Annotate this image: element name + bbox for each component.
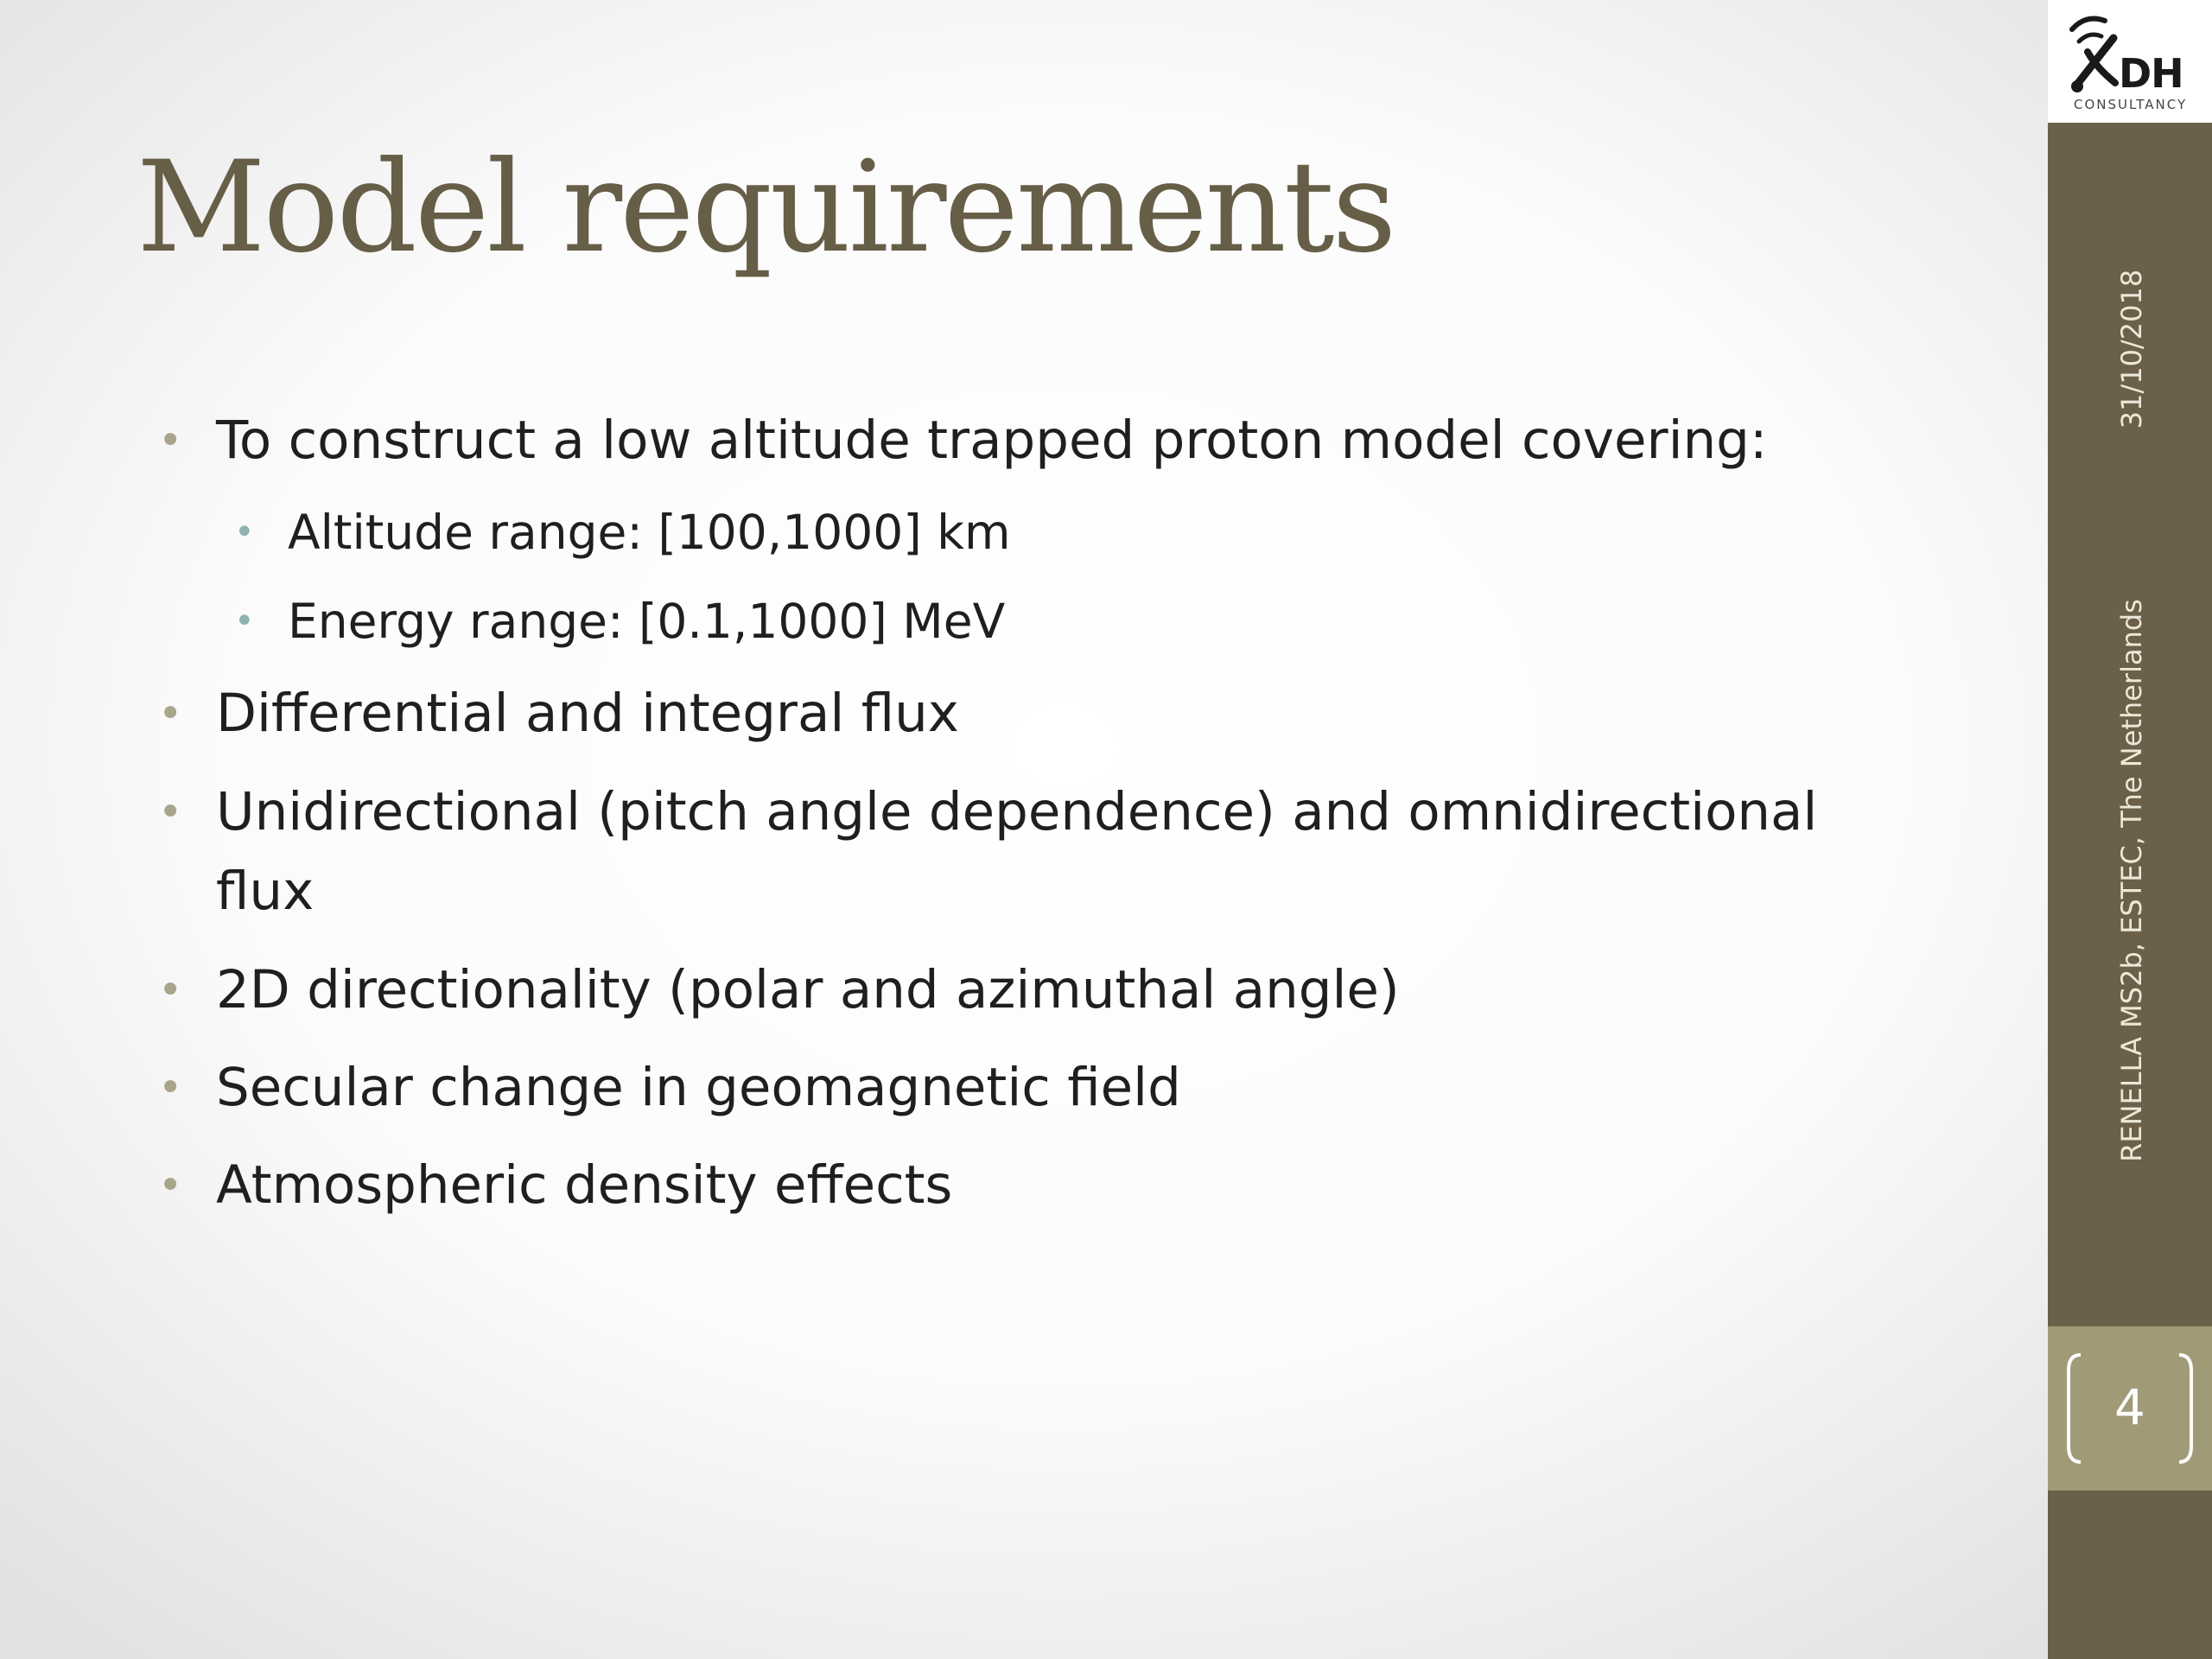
bullet-text: Atmospheric density effects xyxy=(216,1154,953,1216)
bullet-marker: • xyxy=(158,1161,183,1210)
bullet-text-continuation: flux xyxy=(216,861,315,922)
bullet-item xyxy=(158,1146,953,1225)
company-logo xyxy=(2048,0,2212,123)
bullet-item xyxy=(158,401,1768,480)
bullet-item xyxy=(158,950,1400,1030)
bullet-text: Differential and integral flux xyxy=(216,683,959,744)
bullet-marker: • xyxy=(234,601,255,641)
bullet-marker: • xyxy=(158,690,183,738)
bullet-marker: • xyxy=(158,1064,183,1112)
bullet-item xyxy=(158,674,959,753)
bullet-item xyxy=(158,1048,1181,1128)
sub-bullet-item xyxy=(234,498,1011,567)
bullet-item xyxy=(158,772,1818,931)
bullet-marker: • xyxy=(158,416,183,465)
bullet-text: 2D directionality (polar and azimuthal angle) xyxy=(216,959,1400,1020)
bullet-marker: • xyxy=(234,512,255,552)
logo-subtext: CONSULTANCY xyxy=(2074,97,2188,112)
bullet-marker: • xyxy=(158,966,183,1014)
page-number-box xyxy=(2048,1326,2212,1491)
bullet-text: To construct a low altitude trapped proton model covering: xyxy=(216,410,1768,471)
slide-title: Model requirements xyxy=(137,134,1395,281)
bullet-text: Energy range: [0.1,1000] MeV xyxy=(288,594,1006,649)
sub-bullet-item xyxy=(234,587,1006,656)
page-number: 4 xyxy=(2114,1380,2145,1436)
bullet-text: Altitude range: [100,1000] km xyxy=(288,505,1011,560)
logo-text: DH xyxy=(2119,50,2183,97)
bullet-text: Secular change in geomagnetic field xyxy=(216,1057,1181,1118)
bullet-marker: • xyxy=(158,788,183,836)
slide-footer: RENELLA MS2b, ESTEC, The Netherlands xyxy=(2115,599,2148,1162)
slide-date: 31/10/2018 xyxy=(2115,269,2148,429)
bullet-text: Unidirectional (pitch angle dependence) and omnidirectional xyxy=(216,781,1818,842)
